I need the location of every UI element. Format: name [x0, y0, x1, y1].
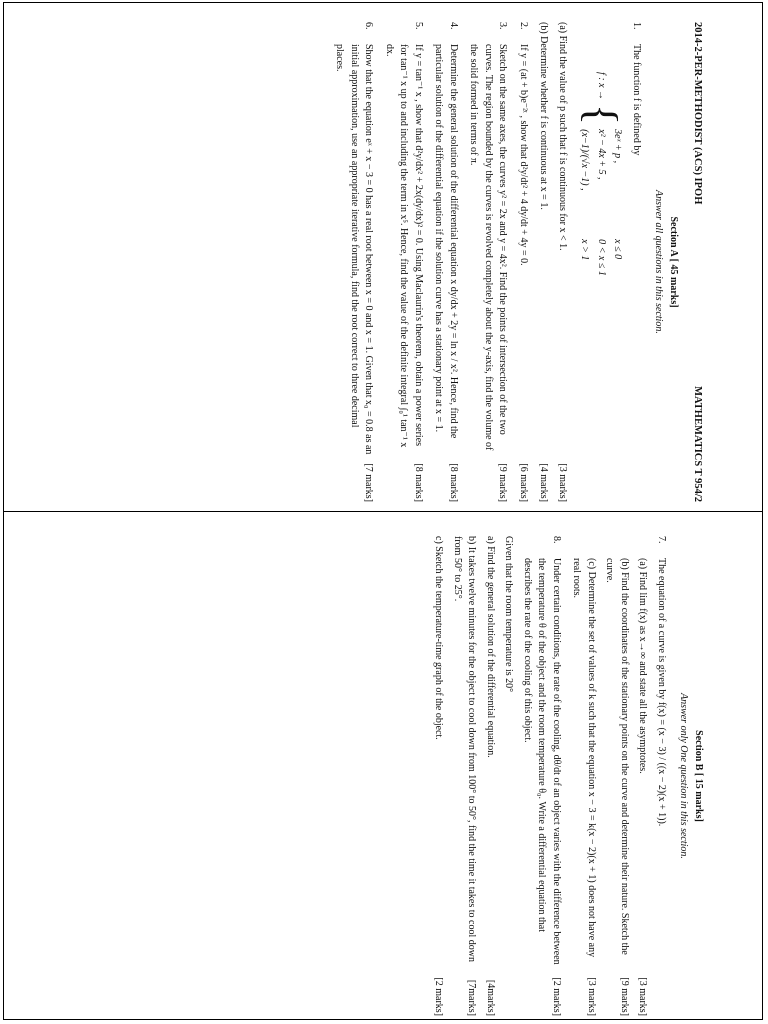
marks: [3 marks]: [586, 977, 597, 1016]
marks: [7 marks]: [363, 463, 375, 502]
question-1b: [536, 22, 551, 502]
question-number: 3.: [497, 22, 509, 30]
page-1: [185, 22, 705, 502]
case-cond: x > 1: [579, 239, 591, 261]
header-right: MATHEMATICS T 954/2: [692, 386, 703, 502]
marks: [8 marks]: [412, 463, 424, 502]
question-number: 5.: [412, 22, 424, 30]
function-name: f : x →: [595, 72, 607, 101]
question-number: 7.: [656, 536, 667, 544]
case-expr: x² − 4x + 5 ,: [595, 129, 607, 180]
page-header: [690, 22, 705, 502]
question-3: [466, 22, 510, 502]
question-5: [381, 22, 425, 502]
part-text: (a) Find lim f(x) as x→∞ and state all the asymptotes.: [637, 558, 649, 774]
part-text: b) It takes twelve minutes for the object to cool down from 100° to 50°, find the time it takes to cool down from 50° to 25°.: [452, 536, 478, 962]
page-2: [235, 536, 705, 1016]
section-a-instruction: Answer all questions in this section.: [653, 190, 665, 334]
marks: [2 marks]: [433, 977, 445, 1016]
question-7b: [602, 536, 631, 1016]
question-4: [431, 22, 460, 502]
marks: [7marks]: [466, 979, 478, 1016]
question-7a: [635, 536, 650, 1016]
marks: [8 marks]: [447, 463, 459, 502]
part-text: (b) Find the coordinates of the stationary points on the curve and determine their nature. Sketch the curve.: [604, 558, 630, 955]
question-1: [573, 22, 643, 502]
question-number: 8.: [551, 536, 562, 544]
question-number: 1.: [630, 22, 642, 30]
brace-icon: {: [576, 104, 626, 126]
page-divider: [3, 511, 763, 512]
question-8: [520, 536, 564, 1016]
section-a-title: Section A [ 45 marks]: [667, 216, 679, 308]
marks: [9 marks]: [497, 463, 509, 502]
part-text: c) Sketch the temperature-time graph of the object.: [433, 536, 445, 740]
question-8b: [450, 536, 479, 1016]
marks: [3 marks]: [556, 463, 568, 502]
part-text: (b) Determine whether f is continuous at x = 1.: [538, 22, 550, 210]
question-8a: [483, 536, 498, 1016]
marks: [9 marks]: [619, 977, 630, 1016]
question-1a: [554, 22, 569, 502]
question-text: If y = tan⁻¹ x , show that d²y/dx² + 2x(dy/dx)² = 0. Using Maclaurin's theorem, obtain a power series for tan⁻¹ x up to and including the term in x⁵. Hence, find the value of the definite integral ∫₀¹ tan⁻¹ x dx.: [383, 44, 424, 448]
question-number: 4.: [447, 22, 459, 30]
question-8c: [431, 536, 446, 1016]
marks: [2 marks]: [551, 977, 562, 1016]
case-cond: x ≤ 0: [612, 239, 624, 260]
marks: [4marks]: [485, 979, 496, 1016]
question-number: 6.: [363, 22, 375, 30]
question-7c: [569, 536, 598, 1016]
marks: [6 marks]: [517, 463, 529, 502]
header-left: 2014-2-PER-METHODIST (ACS) IPOH: [692, 22, 703, 205]
piecewise-function: [577, 72, 625, 502]
question-2: [515, 22, 530, 502]
question-text: Sketch on the same axes, the curves y² = 2x and y = 4x². Find the points of intersection of the two curves. The region bounded by the curves is revolved completely about the y-axis, find the volume of the solid formed in terms of π.: [468, 44, 509, 451]
section-b-title: Section B [ 15 marks]: [693, 730, 704, 822]
question-text: If y = (at + b)e⁻²ᵗ , show that d²y/dt² + 4 dy/dt + 4y = 0.: [517, 44, 529, 266]
question-text: Show that the equation eˣ + x − 3 = 0 has a real root between x = 0 and x = 1. Given that x₀ = 0.8 as an initial approximation, use an appropriate iterative formula, find the root correct to three decimal places.: [334, 44, 375, 455]
question-1-intro: The function f is defined by: [630, 44, 642, 156]
section-b-instruction: Answer only One question in this section.: [678, 693, 690, 859]
question-text: Under certain conditions, the rate of the cooling, dθ/dt of an object varies with the difference between the temperature θ of the object and the room temperature θ₀. Write a differential equation that describes the rate of the cooling of this object.: [522, 558, 562, 965]
question-7: [654, 536, 669, 1016]
question-text: Determine the general solution of the differential equation x dy/dx + 2y = ln x / x². Hence, find the particular solution of the differential equation if the solution curve has a stationary point at x = 1.: [433, 44, 459, 439]
marks: [3 marks]: [637, 977, 649, 1016]
part-text: a) Find the general solution of the differential equation.: [485, 536, 496, 758]
question-number: 2.: [517, 22, 529, 30]
case-expr: (x−1)/(√x −1) ,: [579, 129, 591, 191]
question-text: The equation of a curve is given by f(x) = (x − 3) / ((x − 2)(x + 1)).: [656, 558, 667, 827]
case-cond: 0 < x ≤ 1: [595, 239, 607, 276]
part-text: (c) Determine the set of values of k such that the equation x − 3 = k(x − 2)(x + 1) does not have any real roots.: [571, 558, 597, 958]
part-text: (a) Find the value of p such that f is continuous for x < 1.: [556, 22, 568, 251]
question-6: [332, 22, 376, 502]
question-8-given: Given that the room temperature is 20°: [503, 536, 515, 693]
marks: [4 marks]: [538, 463, 550, 502]
case-expr: 3eˣ + p ,: [612, 129, 624, 164]
